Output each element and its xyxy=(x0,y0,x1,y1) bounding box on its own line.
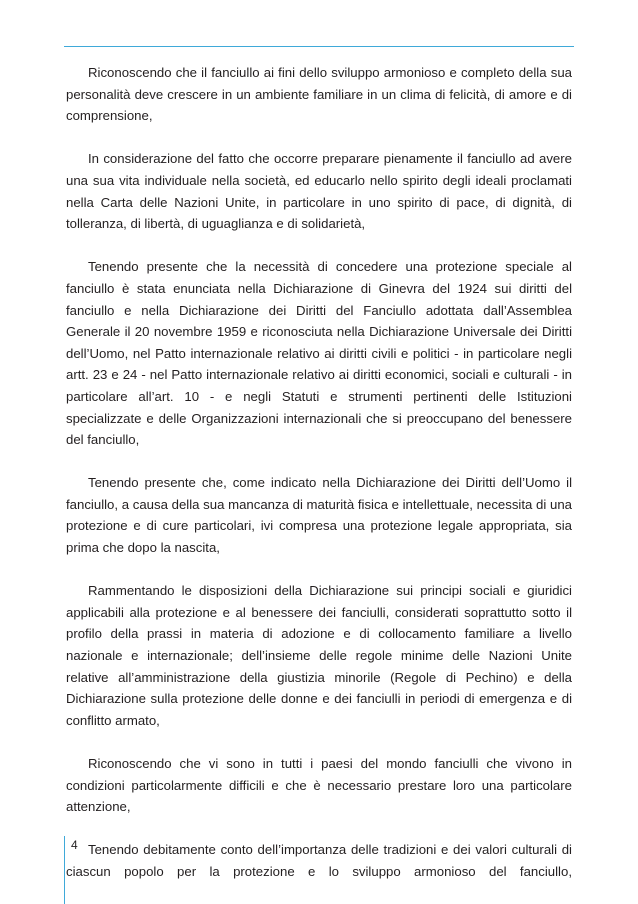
page-number: 4 xyxy=(71,838,78,852)
paragraph: Riconoscendo che il fanciullo ai fini dello sviluppo armonioso e completo della sua personalità deve crescere in un ambiente familiare in un clima di felicità, di amore e di comprensione, xyxy=(66,65,572,124)
paragraph: Riconoscendo che vi sono in tutti i paesi del mondo fanciulli che vivono in condizioni particolarmente difficili e che è necessario prestare loro una particolare attenzione, xyxy=(66,756,572,815)
paragraph: Tenendo presente che, come indicato nella Dichiarazione dei Diritti dell’Uomo il fanciullo, a causa della sua mancanza di maturità fisica e intellettuale, necessita di una protezione e di cure particolari, ivi compresa una protezione legale appropriata, sia prima che dopo la nascita, xyxy=(66,475,572,556)
footer-rule xyxy=(64,836,65,904)
document-body xyxy=(66,62,572,883)
paragraph: Rammentando le disposizioni della Dichiarazione sui principi sociali e giuridici applicabili alla protezione e al benessere dei fanciulli, considerati soprattutto sotto il profilo della prassi in materia di adozione e di collocamento familiare a livello nazionale e internazionale; dell’insieme delle regole minime delle Nazioni Unite relative all’amministrazione della giustizia minorile (Regole di Pechino) e della Dichiarazione sulla protezione delle donne e dei fanciulli in periodi di emergenza e di conflitto armato, xyxy=(66,583,572,728)
paragraph: In considerazione del fatto che occorre preparare pienamente il fanciullo ad avere una sua vita individuale nella società, ed educarlo nello spirito degli ideali proclamati nella Carta delle Nazioni Unite, in particolare in uno spirito di pace, di dignità, di tolleranza, di libertà, di uguaglianza e di solidarietà, xyxy=(66,151,572,232)
paragraph: Tenendo debitamente conto dell’importanza delle tradizioni e dei valori culturali di ciascun popolo per la protezione e lo sviluppo armonioso del fanciullo, xyxy=(66,842,572,879)
header-rule xyxy=(64,46,574,47)
paragraph: Tenendo presente che la necessità di concedere una protezione speciale al fanciullo è stata enunciata nella Dichiarazione di Ginevra del 1924 sui diritti del fanciullo e nella Dichiarazione dei Diritti del Fanciullo adottata dall’Assemblea Generale il 20 novembre 1959 e riconosciuta nella Dichiarazione Universale dei Diritti dell’Uomo, nel Patto internazionale relativo ai diritti civili e politici - in particolare negli artt. 23 e 24 - nel Patto internazionale relativo ai diritti economici, sociali e culturali - in particolare all’art. 10 - e negli Statuti e strumenti pertinenti delle Istituzioni specializzate e delle Organizzazioni internazionali che si preoccupano del benessere del fanciullo, xyxy=(66,259,572,448)
